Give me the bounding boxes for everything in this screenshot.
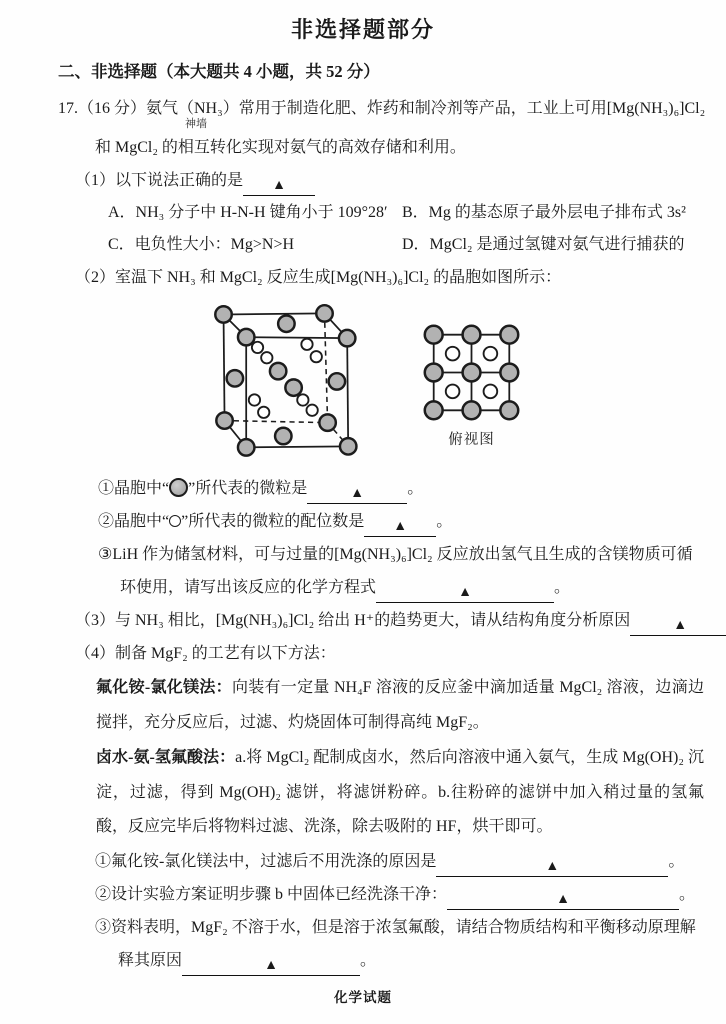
p4q1-text: ①氟化铵-氯化镁法中，过滤后不用洗涤的原因是 bbox=[95, 852, 437, 870]
q3-end: 。 bbox=[554, 579, 571, 596]
answer-blank-p2q1: ▲ bbox=[307, 484, 407, 504]
answer-blank-p4q1: ▲ bbox=[436, 857, 668, 877]
q17-part2-q2 bbox=[98, 505, 704, 538]
top-view-cations bbox=[425, 325, 518, 418]
q17-part2-q1 bbox=[98, 472, 704, 505]
q17-intro-line2: 和 MgCl₂ 的相互转化实现对氨气的高效存储和利用。 bbox=[95, 139, 466, 156]
method-2-title: 卤水-氨-氢氟酸法： bbox=[96, 749, 236, 766]
answer-blank-part1: ▲ bbox=[243, 176, 315, 196]
q17-part3 bbox=[75, 604, 704, 637]
part1-stem-text: （1）以下说法正确的是 bbox=[75, 172, 244, 189]
page-content bbox=[0, 59, 726, 977]
method-1-body: 向装有一定量 NH₄F 溶液的反应釜中滴加适量 MgCl₂ 溶液，边滴边搅拌，充分反应后，过滤、灼烧固体可制得高纯 MgF₂。 bbox=[96, 679, 704, 731]
answer-blank-p4q2: ▲ bbox=[447, 890, 679, 910]
anion-particles bbox=[249, 339, 322, 418]
q2-pre: ②晶胞中“ bbox=[98, 513, 170, 530]
option-d: D．MgCl₂ 是通过氢键对氨气进行捕获的 bbox=[402, 236, 685, 253]
q2-post: ”所代表的微粒的配位数是 bbox=[181, 513, 365, 530]
answer-blank-p2q2: ▲ bbox=[364, 517, 436, 537]
option-c: C．电负性大小：Mg>N>H bbox=[108, 236, 295, 253]
white-particle-icon bbox=[169, 515, 181, 527]
top-view-label: 俯视图 bbox=[448, 431, 495, 448]
q17-part4-q1 bbox=[95, 845, 704, 878]
top-view-figure bbox=[419, 320, 524, 449]
q17-part1-options bbox=[108, 197, 704, 261]
q1-end: 。 bbox=[407, 480, 424, 497]
page-title: 非选择题部分 bbox=[290, 17, 435, 42]
p4q1-end: 。 bbox=[668, 852, 685, 870]
q17-intro-line1: 17.（16 分）氨气（NH₃）常用于制造化肥、炸药和制冷剂等产品，工业上可用[Mg(NH₃)₆]Cl₂ bbox=[58, 100, 706, 117]
q17-part4-q3 bbox=[95, 911, 704, 977]
q17-part2-stem: （2）室温下 NH₃ 和 MgCl₂ 反应生成[Mg(NH₃)₆]Cl₂ 的晶胞如图所示： bbox=[75, 269, 562, 286]
option-b: B．Mg 的基态原子最外层电子排布式 3s² bbox=[402, 204, 686, 221]
answer-blank-p4q3: ▲ bbox=[182, 956, 360, 976]
watermark-text: 神墙 bbox=[185, 118, 207, 130]
p4q2-text: ②设计实验方案证明步骤 b 中固体已经洗涤干净： bbox=[95, 885, 448, 903]
top-view-diagram bbox=[419, 320, 524, 425]
unit-cell-diagram bbox=[208, 299, 373, 469]
page-footer: 化学试题 bbox=[334, 990, 392, 1005]
q1-pre: ①晶胞中“ bbox=[98, 480, 170, 497]
q2-end: 。 bbox=[436, 513, 453, 530]
part3-stem: （3）与 NH₃ 相比，[Mg(NH₃)₆]Cl₂ 给出 H⁺的趋势更大，请从结构角度分析原因 bbox=[75, 612, 631, 629]
p4q3-text: ③资料表明，MgF₂ 不溶于水，但是溶于浓氢氟酸，请结合物质结构和平衡移动原理解释其原因 bbox=[95, 918, 696, 969]
method-1-title: 氟化铵-氯化镁法： bbox=[96, 679, 232, 696]
p4q2-end: 。 bbox=[679, 885, 696, 903]
answer-blank-part3: ▲ bbox=[630, 616, 726, 636]
section-heading: 二、非选择题（本大题共 4 小题，共 52 分） bbox=[58, 62, 380, 81]
q17-part1-stem bbox=[75, 164, 704, 197]
p4q3-end: 。 bbox=[360, 951, 377, 969]
q17-part2-q3 bbox=[98, 538, 704, 604]
q17-part4-q2 bbox=[95, 878, 704, 911]
gray-particle-icon bbox=[169, 478, 188, 497]
method-2-body: a.将 MgCl₂ 配制成卤水，然后向溶液中通入氨气，生成 Mg(OH)₂ 沉淀，过滤，得到 Mg(OH)₂ 滤饼，将滤饼粉碎。b.往粉碎的滤饼中加入稍过量的氢氟酸，反应完毕后将物料过滤、洗涤，除去吸附的 HF，烘干即可。 bbox=[96, 749, 704, 835]
q17-part4-stem: （4）制备 MgF₂ 的工艺有以下方法： bbox=[75, 645, 336, 662]
crystal-figures bbox=[208, 299, 704, 469]
answer-blank-p2q3: ▲ bbox=[376, 583, 554, 603]
method-1-paragraph bbox=[96, 671, 704, 740]
q1-post: ”所代表的微粒是 bbox=[188, 480, 308, 497]
option-a: A．NH₃ 分子中 H-N-H 键角小于 109°28′ bbox=[108, 204, 388, 221]
method-2-paragraph bbox=[96, 741, 704, 845]
q3-text: ③LiH 作为储氢材料，可与过量的[Mg(NH₃)₆]Cl₂ 反应放出氢气且生成的含镁物质可循环使用，请写出该反应的化学方程式 bbox=[98, 546, 693, 596]
